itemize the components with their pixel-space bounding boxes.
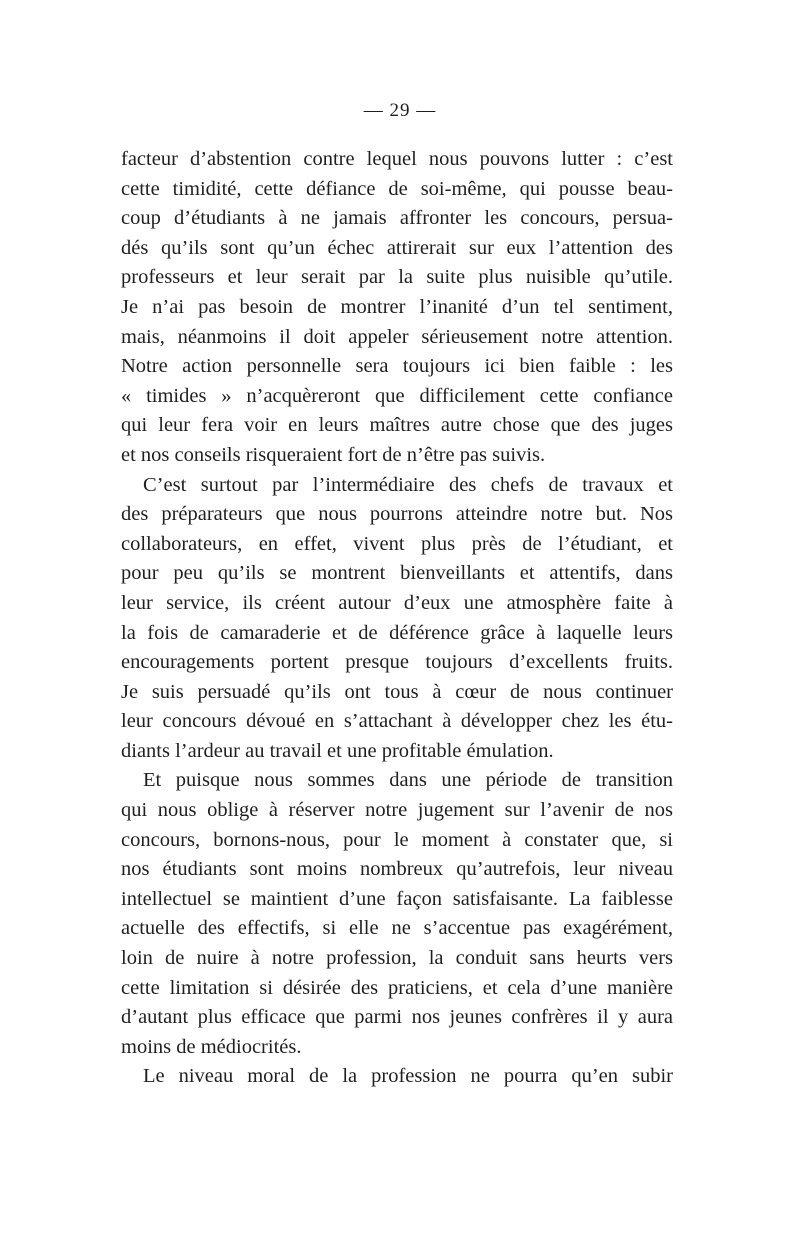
text-line: concours, bornons-nous, pour le moment à constater que, si (121, 828, 673, 851)
text-line: actuelle des effectifs, si elle ne s’accentue pas exagérément, (121, 917, 673, 940)
text-line: la fois de camaraderie et de déférence grâce à laquelle leurs (121, 621, 673, 644)
page-number: — 29 — (363, 100, 437, 121)
text-line: facteur d’abstention contre lequel nous pouvons lutter : c’est (121, 148, 673, 170)
text-line: C’est surtout par l’intermédiaire des chefs de travaux et (143, 473, 673, 496)
text-line: intellectuel se maintient d’une façon satisfaisante. La faiblesse (121, 887, 673, 910)
text-line: dés qu’ils sont qu’un échec attirerait sur eux l’attention des (121, 236, 673, 259)
text-line: pour peu qu’ils se montrent bienveillants et attentifs, dans (121, 562, 673, 585)
text-line: Le niveau moral de la profession ne pourra qu’en subir (143, 1065, 673, 1088)
text-line: moins de médiocrités. (121, 1035, 302, 1058)
text-line: nos étudiants sont moins nombreux qu’autrefois, leur niveau (121, 858, 673, 881)
text-line: d’autant plus efficace que parmi nos jeunes confrères il y aura (121, 1006, 673, 1029)
text-line: et nos conseils risqueraient fort de n’être pas suivis. (121, 443, 546, 466)
text-line: des préparateurs que nous pourrons atteindre notre but. Nos (121, 503, 673, 526)
text-line: Et puisque nous sommes dans une période de transition (143, 769, 673, 792)
text-line: loin de nuire à notre profession, la conduit sans heurts vers (121, 947, 673, 970)
text-line: Notre action personnelle sera toujours ici bien faible : les (121, 355, 673, 378)
text-line: collaborateurs, en effet, vivent plus près de l’étudiant, et (121, 532, 673, 555)
body-text (121, 145, 673, 1092)
text-line: encouragements portent presque toujours d’excellents fruits. (121, 651, 673, 674)
text-line: cette limitation si désirée des praticiens, et cela d’une manière (121, 976, 673, 999)
text-line: qui nous oblige à réserver notre jugement sur l’avenir de nos (121, 799, 673, 822)
text-line: professeurs et leur serait par la suite plus nuisible qu’utile. (121, 266, 673, 289)
text-line: « timides » n’acquèreront que difficilement cette confiance (121, 384, 673, 407)
text-line: leur service, ils créent autour d’eux une atmosphère faite à (121, 591, 673, 614)
text-line: cette timidité, cette défiance de soi-même, qui pousse beau- (121, 177, 673, 200)
text-line: qui leur fera voir en leurs maîtres autre chose que des juges (121, 414, 673, 437)
text-line: Je suis persuadé qu’ils ont tous à cœur de nous continuer (121, 680, 673, 703)
text-line: leur concours dévoué en s’attachant à développer chez les étu- (121, 710, 673, 733)
text-line: Je n’ai pas besoin de montrer l’inanité d’un tel sentiment, (121, 295, 673, 318)
text-line: diants l’ardeur au travail et une profitable émulation. (121, 739, 554, 762)
text-line: mais, néanmoins il doit appeler sérieusement notre attention. (121, 325, 673, 348)
text-line: coup d’étudiants à ne jamais affronter les concours, persua- (121, 207, 673, 230)
